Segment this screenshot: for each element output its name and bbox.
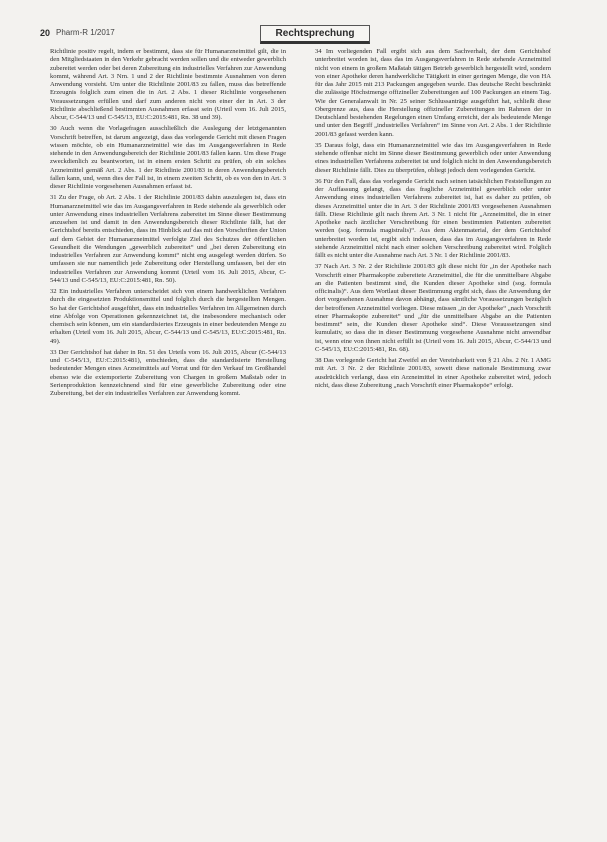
paragraph: 30 Auch wenn die Vorlagefragen ausschließlich die Auslegung der letztgenannten Vorschrift betreffen, ist darum angezeigt, dass das vorlegende Gericht mit diesen Fragen wissen möchte, ob ein Humanarzneimittel wie das im Ausgangsverfahren in Rede stehende in den Anwendungsbereich der Richtlinie 2001/83 fallen kann. Um diese Frage zweckdienlich zu beantworten, ist in einem ersten Schritt zu prüfen, ob ein solches Arzneimittel gemäß Art. 2 Abs. 1 der Richtlinie 2001/83 in deren Anwendungsbereich fallen kann, und, wenn dies der Fall ist, in einem zweiten Schritt, ob es von den in Art. 3 dieser Richtlinie vorgesehenen Ausnahmen erfasst ist. <box>50 125 286 190</box>
paragraph: 33 Der Gerichtshof hat daher in Rn. 51 des Urteils vom 16. Juli 2015, Abcur (C-544/13 und C-545/13, EU:C:2015:481), entschieden, dass die standardisierte Herstellung bedeutender Mengen eines Arzneimittels auf Vorrat und für den Verkauf im Großhandel ebenso wie die extemporierte Zubereitung von Chargen in großem Maßstab oder in Serienproduktion kennzeichnend sind für eine gewerbliche Zubereitung oder eine Zubereitung, bei der ein industrielles Verfahren zur Anwendung kommt. <box>50 348 286 397</box>
paragraph: 37 Nach Art. 3 Nr. 2 der Richtlinie 2001/83 gilt diese nicht für „in der Apotheke nach Vorschrift einer Pharmakopöe zubereitete Arzneimittel, die für die unmittelbare Abgabe an die Patienten bestimmt sind, die Kunden dieser Apotheke sind (sog. formula officinalis)“. Aus dem Wortlaut dieser Bestimmung ergibt sich, dass die Anwendung der dort vorgesehenen Ausnahme davon abhängt, dass sämtliche Voraussetzungen bezüglich der betroffenen Arzneimittel vorliegen. Diese müssen „in der Apotheke“ „nach Vorschrift einer Pharmakopöe zubereitet“ und „für die unmittelbare Abgabe an die Patienten bestimmt“ sein, die Kunden dieser Apotheke sind“. Diese Voraussetzungen sind kumulativ, so dass die in dieser Bestimmung vorgesehene Ausnahme nicht anwendbar ist, wenn eine von ihnen nicht erfüllt ist (Urteil vom 16. Juli 2015, Abcur, C-544/13 und C-545/13, EU:C:2015:481, Rn. 68). <box>315 263 551 353</box>
left-column <box>50 48 286 826</box>
paragraph: 35 Daraus folgt, dass ein Humanarzneimittel wie das im Ausgangsverfahren in Rede stehende offenbar nicht im Sinne dieser Bestimmung gewerblich oder unter Anwendung eines industriellen Verfahrens zubereitet ist und folglich nicht in den Anwendungsbereich dieser Richtlinie fällt. Dies zu überprüfen, obliegt jedoch dem vorlegenden Gericht. <box>315 141 551 174</box>
journal-reference: Pharm-R 1/2017 <box>56 28 115 37</box>
paragraph: 36 Für den Fall, dass das vorlegende Gericht nach seinen tatsächlichen Feststellungen zu der Auffassung gelangt, dass das fragliche Arzneimittel gewerblich oder unter Anwendung eines industriellen Verfahrens zubereitet ist, hat es daher zu prüfen, ob dieses Arzneimittel unter die in Art. 3 der Richtlinie 2001/83 vorgesehenen Ausnahmen fällt. Diese Richtlinie gilt nach ihrem Art. 3 Nr. 1 nicht für „Arzneimittel, die in einer Apotheke nach ärztlicher Verschreibung für einen bestimmten Patienten zubereitet werden (sog. formula magistralis)“. Aus dem Aktenmaterial, der dem Gerichtshof unterbreitet worden ist, ergibt sich indessen, dass das im Ausgangsverfahren in Rede stehende Arzneimittel nicht nach einer solchen Verschreibung zubereitet wird. Folglich fällt es nicht unter die Ausnahme nach Art. 3 Nr. 1 der Richtlinie 2001/83. <box>315 177 551 259</box>
right-column <box>315 48 551 826</box>
paragraph: Richtlinie positiv regelt, indem er bestimmt, dass sie für Humanarzneimittel gilt, die in den Mitgliedstaaten in den Verkehr gebracht werden sollen und die entweder gewerblich zubereitet werden oder bei deren Zubereitung ein industrielles Verfahren zur Anwendung kommt, während Art. 3 Nrn. 1 und 2 der Richtlinie bestimmte Ausnahmen von deren Anwendung vorsieht. Um unter die Richtlinie 2001/83 zu fallen, muss das betreffende Erzeugnis folglich zum einen die in Art. 2 Abs. 1 dieser Richtlinie vorgesehenen Voraussetzungen erfüllen und darf zum anderen nicht von einer der in Art. 3 der Richtlinie abschließend bestimmten Ausnahmen erfasst sein (Urteil vom 16. Juli 2015, Abcur, C-544/13 und C-545/13, EU:C:2015:481, Rn. 38 und 39). <box>50 48 286 121</box>
page-number: 20 <box>40 28 51 38</box>
paragraph: 32 Ein industrielles Verfahren unterscheidet sich von einem handwerklichen Verfahren durch die eingesetzten Produktionsmittel und folglich durch die hergestellten Mengen. So hat der Gerichtshof ausgeführt, dass ein industrielles Verfahren im Allgemeinen durch eine Abfolge von Operationen gekennzeichnet ist, die insbesondere mechanisch oder chemisch sein können, um ein standardisiertes Erzeugnis in einer bedeutenden Menge zu erhalten (Urteil vom 16. Juli 2015, Abcur, C-544/13 und C-545/13, EU:C:2015:481, Rn. 49). <box>50 288 286 345</box>
section-title: Rechtsprechung <box>260 25 370 44</box>
paragraph: 38 Das vorlegende Gericht hat Zweifel an der Vereinbarkeit von § 21 Abs. 2 Nr. 1 AMG mit Art. 3 Nr. 2 der Richtlinie 2001/83, soweit diese nationale Bestimmung zwar ausdrücklich verlangt, dass ein Arzneimittel in einer Apotheke zubereitet wird, jedoch nicht, dass diese Zubereitung „nach Vorschrift einer Pharmakopöe“ erfolgt. <box>315 357 551 389</box>
paragraph: 34 Im vorliegenden Fall ergibt sich aus dem Sachverhalt, der dem Gerichtshof unterbreitet worden ist, dass das im Ausgangsverfahren in Rede stehende Arzneimittel nicht von einem in großem Maßstab tätigen Betrieb gewerblich hergestellt wird, sondern von einer Apotheke deren handwerkliche Tätigkeit in einer geringen Menge, die von HA für das Jahr 2015 mit 213 Packungen angegeben wurde. Das deutsche Recht beschränkt die zulässige Höchstmenge offizineller Zubereitungen auf 100 Packungen an einem Tag. Wie der Generalanwalt in Nr. 25 seiner Schlussanträge ausgeführt hat, schließt diese Obergrenze aus, dass die Herstellung offizineller Zubereitungen im Rahmen der in Deutschland bestehenden Regelungen einen Umfang erreicht, der als bedeutende Menge und unter den Begriff „industrielles Verfahren“ im Sinne von Art. 2 Abs. 1 der Richtlinie 2001/83 gefasst werden kann. <box>315 48 551 138</box>
page-header <box>40 20 570 42</box>
paragraph: 31 Zu der Frage, ob Art. 2 Abs. 1 der Richtlinie 2001/83 dahin auszulegen ist, dass ein Humanarzneimittel wie das im Ausgangsverfahren in Rede stehende als gewerblich oder unter Anwendung eines industriellen Verfahrens zubereitet im Sinne dieser Bestimmung anzusehen ist und damit in den Anwendungsbereich dieser Richtlinie fällt, hat der Gerichtshof bereits entschieden, dass im Hinblick auf das mit den Vorschriften der Union auf dem Gebiet der Humanarzneimittel verfolgte Ziel des Schutzes der öffentlichen Gesundheit die Wendungen „gewerblich zubereitet“ und „bei deren Zubereitung ein industrielles Verfahren zur Anwendung kommt“ nicht eng ausgelegt werden dürfen. So umfassen sie nur namentlich jede Zubereitung oder Herstellung umfassen, bei der ein industrielles Verfahren zur Anwendung kommt (Urteil vom 16. Juli 2015, Abcur, C-544/13 und C-545/13, EU:C:2015:481, Rn. 50). <box>50 194 286 284</box>
